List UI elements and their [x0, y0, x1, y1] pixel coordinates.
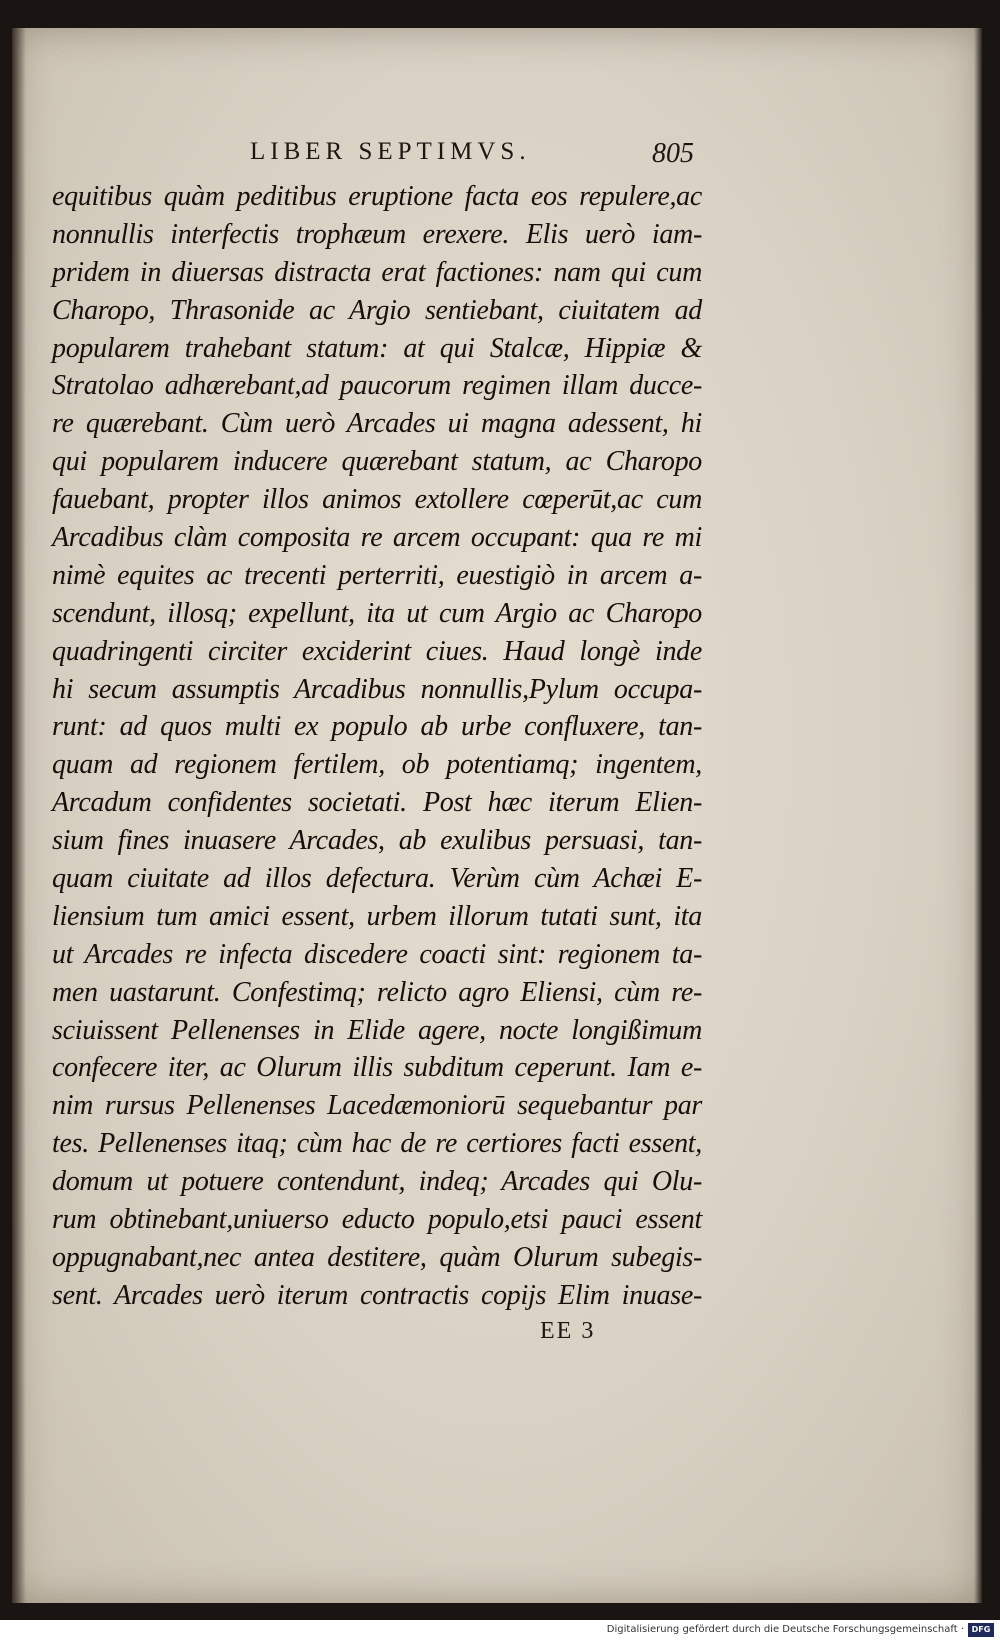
text-line: Charopo, Thrasonide ac Argio sentiebant, ciuitatem ad — [52, 294, 702, 326]
signature-mark: EE 3 — [540, 1318, 596, 1344]
text-line: domum ut potuere contendunt, indeq; Arcades qui Olu- — [52, 1166, 702, 1198]
text-line: sent. Arcades uerò iterum contractis copijs Elim inuase- — [52, 1279, 702, 1311]
book-page — [12, 28, 982, 1603]
text-line: nimè equites ac trecenti perterriti, euestigiò in arcem a- — [52, 559, 702, 591]
text-line: runt: ad quos multi ex populo ab urbe confluxere, tan- — [52, 711, 702, 743]
page-number: 805 — [652, 138, 694, 169]
text-line: quam ciuitate ad illos defectura. Verùm cùm Achæi E- — [52, 863, 702, 895]
footer-bar — [0, 1620, 1000, 1642]
text-line: nonnullis interfectis trophæum erexere. Elis uerò iam- — [52, 218, 702, 250]
text-line: sciuissent Pellenenses in Elide agere, nocte longißimum — [52, 1014, 702, 1046]
text-line: Arcadum confidentes societati. Post hæc iterum Elien- — [52, 787, 702, 819]
footer-credit: Digitalisierung gefördert durch die Deutsche Forschungsgemeinschaft · — [606, 1624, 964, 1635]
text-line: sium fines inuasere Arcades, ab exulibus persuasi, tan- — [52, 825, 702, 857]
text-line: quadringenti circiter exciderint ciues. Haud longè inde — [52, 635, 702, 667]
text-line: equitibus quàm peditibus eruptione facta eos repulere,ac — [52, 181, 702, 212]
text-line: popularem trahebant statum: at qui Stalcæ, Hippiæ & — [52, 332, 702, 364]
text-line: nim rursus Pellenenses Lacedæmoniorū sequebantur par — [52, 1090, 702, 1122]
text-line: quam ad regionem fertilem, ob potentiamq; ingentem, — [52, 749, 702, 781]
page-edge-shadow — [974, 28, 982, 1603]
running-head-title: LIBER SEPTIMVS. — [250, 138, 531, 165]
text-line: Arcadibus clàm composita re arcem occupant: qua re mi — [52, 522, 702, 554]
text-line: tes. Pellenenses itaq; cùm hac de re certiores facti essent, — [52, 1128, 702, 1160]
text-line: re quærebant. Cùm uerò Arcades ui magna adessent, hi — [52, 408, 702, 440]
body-text — [52, 178, 702, 1315]
text-line: scendunt, illosq; expellunt, ita ut cum Argio ac Charopo — [52, 597, 702, 629]
text-line: men uastarunt. Confestimq; relicto agro Eliensi, cùm re- — [52, 976, 702, 1008]
text-line: fauebant, propter illos animos extollere cœperūt,ac cum — [52, 484, 702, 516]
text-line: oppugnabant,nec antea destitere, quàm Olurum subegis- — [52, 1241, 702, 1273]
text-line: ut Arcades re infecta discedere coacti sint: regionem ta- — [52, 938, 702, 970]
running-head — [12, 110, 982, 170]
text-line: Stratolao adhærebant,ad paucorum regimen illam ducce- — [52, 370, 702, 402]
text-line: liensium tum amici essent, urbem illorum tutati sunt, ita — [52, 900, 702, 932]
text-line: qui popularem inducere quærebant statum, ac Charopo — [52, 446, 702, 478]
text-line: hi secum assumptis Arcadibus nonnullis,Pylum occupa- — [52, 673, 702, 705]
text-line: rum obtinebant,uniuerso educto populo,etsi pauci essent — [52, 1204, 702, 1236]
dfg-logo-icon: DFG — [968, 1623, 994, 1637]
text-line: pridem in diuersas distracta erat factiones: nam qui cum — [52, 256, 702, 288]
page-gutter-shadow — [12, 28, 26, 1603]
text-line: confecere iter, ac Olurum illis subditum ceperunt. Iam e- — [52, 1052, 702, 1084]
